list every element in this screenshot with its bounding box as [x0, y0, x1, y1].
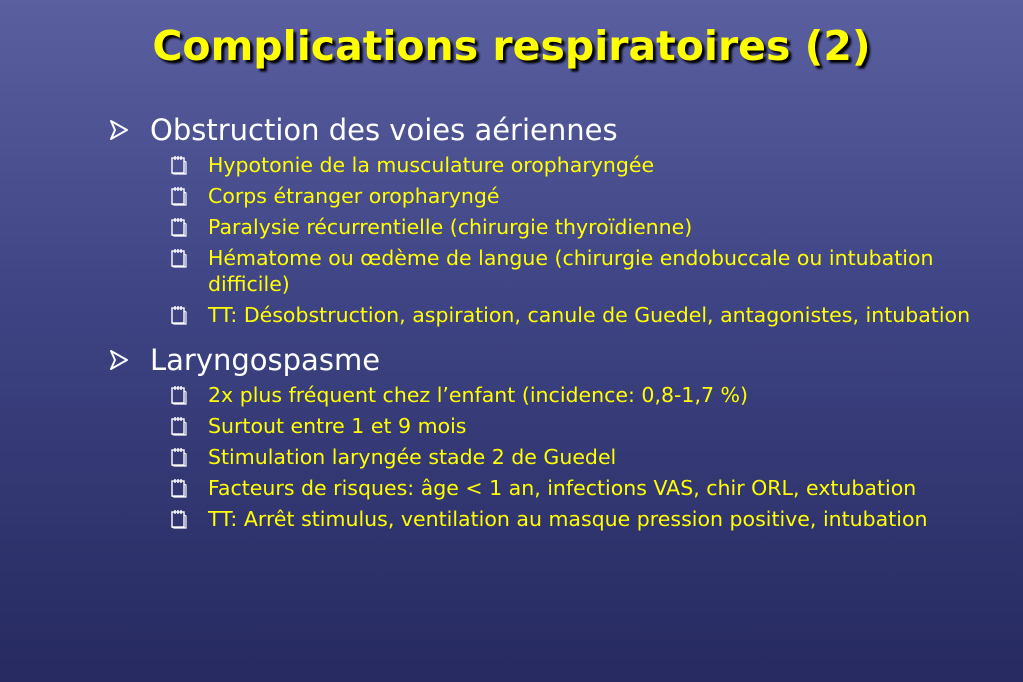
section-obstruction: [108, 112, 988, 328]
notepad-bullet-icon: [170, 302, 208, 328]
notepad-bullet-icon: [170, 413, 208, 439]
list-item-text: TT: Désobstruction, aspiration, canule de Guedel, antagonistes, intubation: [208, 303, 971, 327]
section-heading-text: Laryngospasme: [150, 343, 381, 377]
section-heading: [108, 112, 988, 148]
section-heading-text: Obstruction des voies aériennes: [150, 113, 618, 147]
list-item-text: Hématome ou œdème de langue (chirurgie endobuccale ou intubation difficile): [208, 246, 934, 296]
section-heading: [108, 342, 988, 378]
list-item-text: Paralysie récurrentielle (chirurgie thyroïdienne): [208, 215, 693, 239]
list-item-text: Facteurs de risques: âge < 1 an, infections VAS, chir ORL, extubation: [208, 476, 917, 500]
notepad-bullet-icon: [170, 475, 208, 501]
list-item: [170, 413, 988, 439]
notepad-bullet-icon: [170, 152, 208, 178]
sub-bullet-list: [170, 152, 988, 328]
list-item-text: Hypotonie de la musculature oropharyngée: [208, 153, 655, 177]
list-item-text: Stimulation laryngée stade 2 de Guedel: [208, 445, 617, 469]
slide-content: [108, 112, 988, 546]
list-item-text: Surtout entre 1 et 9 mois: [208, 414, 467, 438]
slide-title: Complications respiratoires (2): [152, 22, 871, 70]
notepad-bullet-icon: [170, 382, 208, 408]
notepad-bullet-icon: [170, 245, 208, 271]
list-item: [170, 506, 988, 532]
list-item-text: Corps étranger oropharyngé: [208, 184, 500, 208]
section-laryngospasme: [108, 342, 988, 532]
list-item: [170, 475, 988, 501]
sub-bullet-list: [170, 382, 988, 532]
arrow-bullet-icon: [108, 342, 150, 378]
list-item-text: 2x plus fréquent chez l’enfant (incidence: 0,8-1,7 %): [208, 383, 749, 407]
notepad-bullet-icon: [170, 444, 208, 470]
list-item: [170, 444, 988, 470]
list-item-text: TT: Arrêt stimulus, ventilation au masque pression positive, intubation: [208, 507, 928, 531]
list-item: [170, 382, 988, 408]
list-item: [170, 214, 988, 240]
list-item: [170, 183, 988, 209]
list-item: [170, 245, 988, 297]
notepad-bullet-icon: [170, 214, 208, 240]
arrow-bullet-icon: [108, 112, 150, 148]
list-item: [170, 302, 988, 328]
notepad-bullet-icon: [170, 183, 208, 209]
list-item: [170, 152, 988, 178]
notepad-bullet-icon: [170, 506, 208, 532]
